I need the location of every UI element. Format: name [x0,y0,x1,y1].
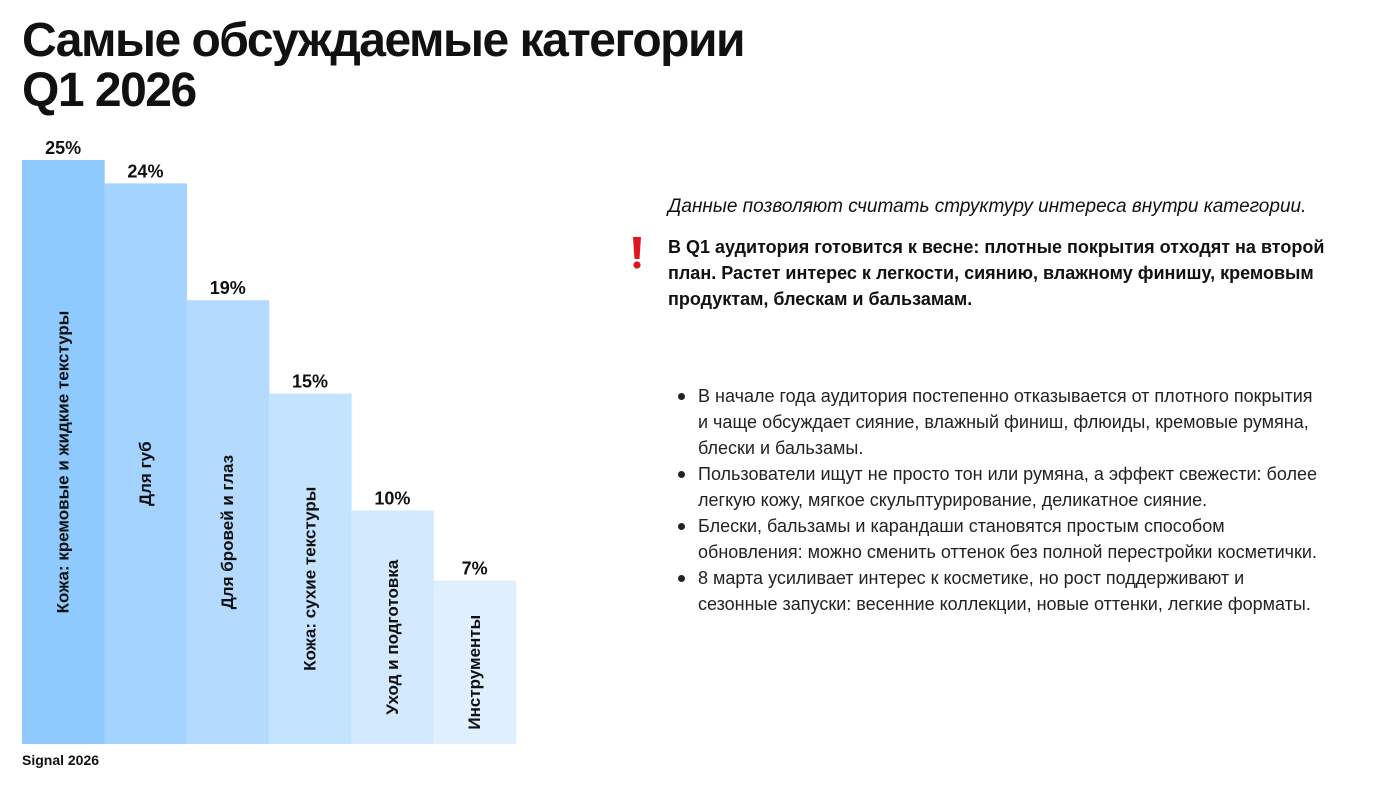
source-footer: Signal 2026 [22,752,100,768]
key-insight-text: В Q1 аудитория готовится к весне: плотные покрытия отходят на второй план. Растет интерес к легкости, сиянию, влажному финишу, кремовым продуктам, блескам и бальзамам. [668,237,1325,309]
commentary-subtitle: Данные позволяют считать структуру интереса внутри категории. [668,196,1307,217]
bar-category-label: Кожа: кремовые и жидкие текстуры [53,310,73,614]
bar-value-label: 25% [45,138,82,158]
bar-category-label: Уход и подготовка [382,559,402,715]
exclamation-icon [630,236,644,270]
insight-item: В начале года аудитория постепенно отказывается от плотного покрытия и чаще обсуждает сияние, влажный финиш, флюиды, кремовые румяна, блески и бальзамы. [678,383,1318,461]
bar-value-label: 24% [127,161,164,182]
bar-category-label: Для губ [135,441,155,506]
insights-list [678,383,1318,617]
bar-value-label: 15% [292,371,329,392]
page-title-line-2: Q1 2026 [22,64,196,117]
insight-item: Пользователи ищут не просто тон или румяна, а эффект свежести: более легкую кожу, мягкое скульптурирование, деликатное сияние. [678,461,1318,513]
bar-value-label: 19% [209,278,246,299]
bar-value-label: 10% [374,488,411,509]
bar-chart [0,0,560,788]
insight-item: 8 марта усиливает интерес к косметике, но рост поддерживают и сезонные запуски: весенние коллекции, новые оттенки, легкие форматы. [678,565,1318,617]
page-title-line-1: Самые обсуждаемые категории [22,14,745,67]
bar-value-label: 7% [461,558,488,579]
insight-item: Блески, бальзамы и карандаши становятся простым способом обновления: можно сменить оттенок без полной перестройки косметички. [678,513,1318,565]
bar-category-label: Кожа: сухие текстуры [300,486,320,671]
bar-category-label: Инструменты [465,614,485,730]
bar-category-label: Для бровей и глаз [218,454,238,610]
